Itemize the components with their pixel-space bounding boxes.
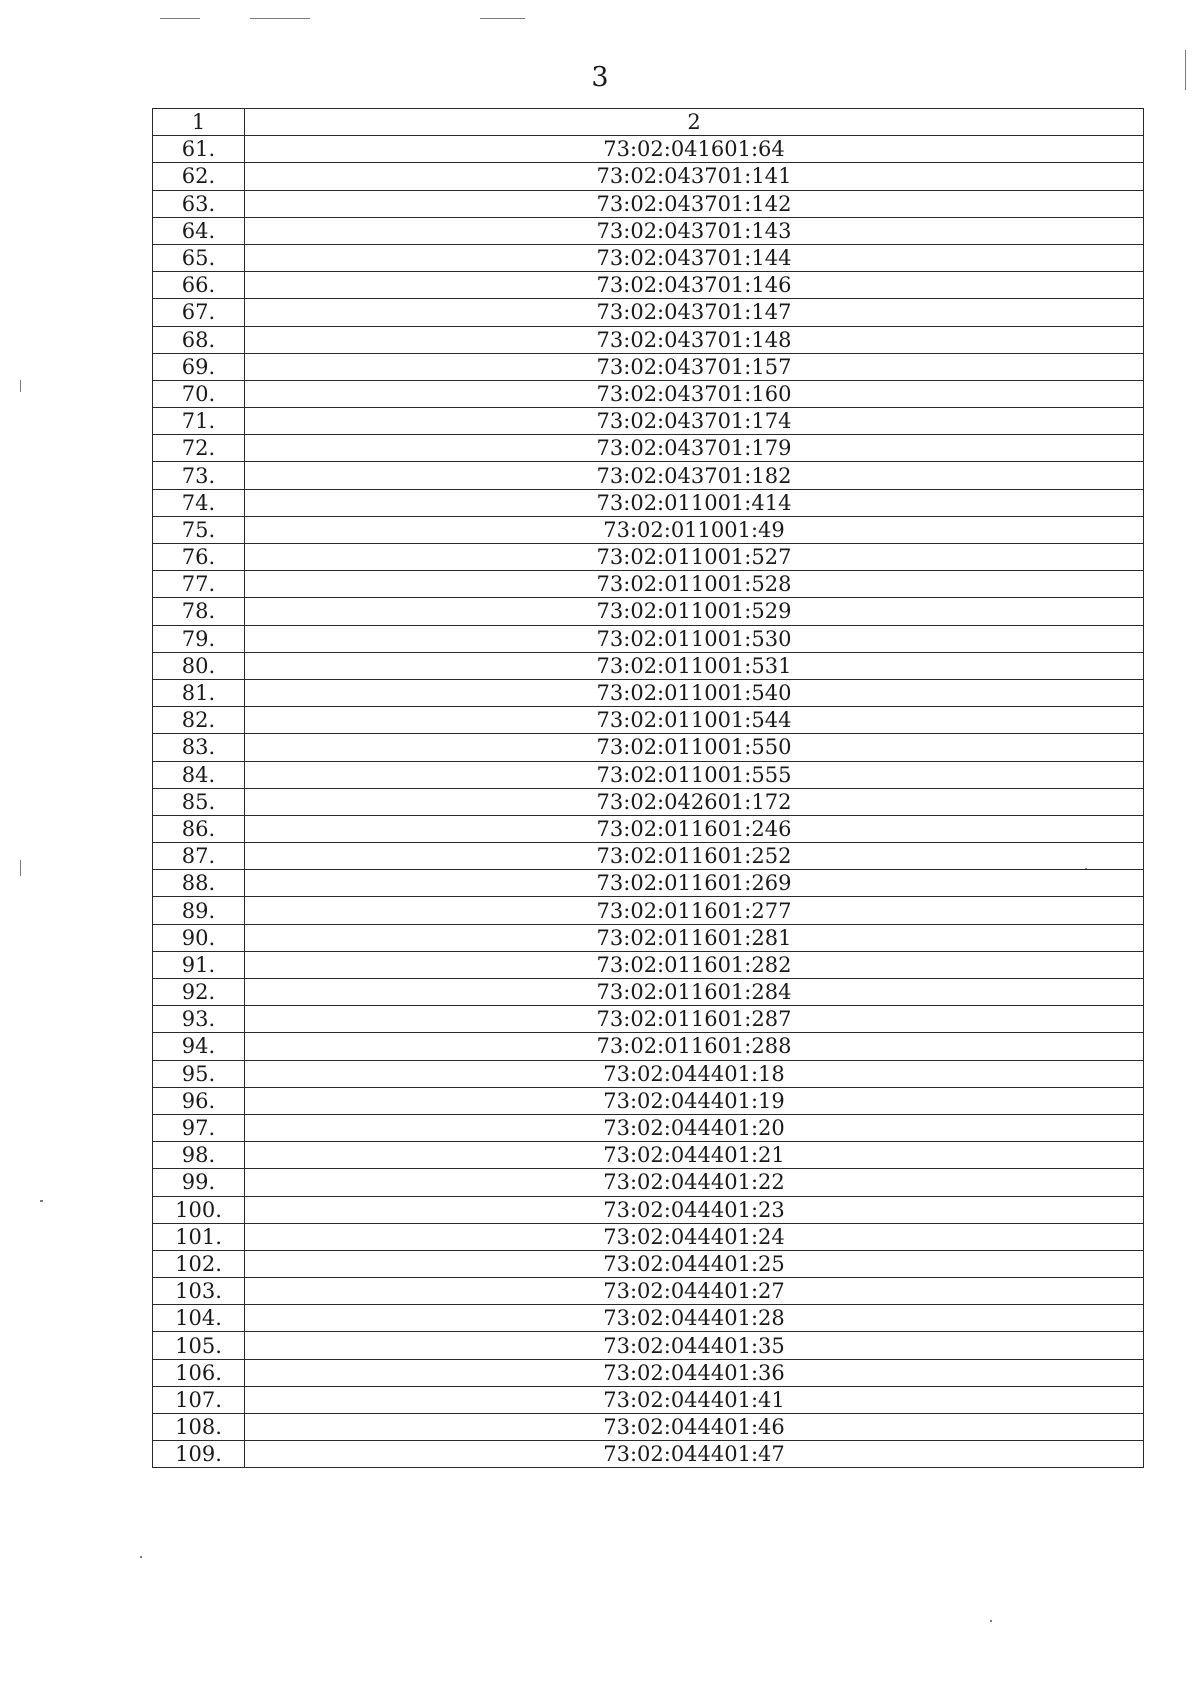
row-number-cell: 91. (153, 951, 245, 978)
cadastral-number-cell: 73:02:043701:148 (245, 326, 1144, 353)
table-row (153, 489, 1144, 516)
column-header-number: 1 (153, 109, 245, 136)
page-number: 3 (591, 62, 609, 93)
cadastral-number-cell: 73:02:043701:179 (245, 435, 1144, 462)
row-number-cell: 96. (153, 1087, 245, 1114)
cadastral-number-cell: 73:02:043701:147 (245, 299, 1144, 326)
table-row (153, 244, 1144, 271)
column-header-cadastral-number: 2 (245, 109, 1144, 136)
cadastral-number-cell: 73:02:043701:182 (245, 462, 1144, 489)
table-row (153, 707, 1144, 734)
row-number-cell: 75. (153, 516, 245, 543)
table-row (153, 408, 1144, 435)
row-number-cell: 67. (153, 299, 245, 326)
row-number-cell: 106. (153, 1359, 245, 1386)
table-row (153, 1250, 1144, 1277)
cadastral-number-cell: 73:02:011601:281 (245, 924, 1144, 951)
table-row (153, 843, 1144, 870)
scan-mark (20, 860, 21, 876)
table-row (153, 1060, 1144, 1087)
cadastral-number-cell: 73:02:044401:46 (245, 1414, 1144, 1441)
row-number-cell: 92. (153, 979, 245, 1006)
row-number-cell: 77. (153, 571, 245, 598)
cadastral-number-cell: 73:02:011601:288 (245, 1033, 1144, 1060)
table-row (153, 897, 1144, 924)
scan-mark (250, 18, 310, 19)
row-number-cell: 63. (153, 190, 245, 217)
row-number-cell: 105. (153, 1332, 245, 1359)
row-number-cell: 103. (153, 1278, 245, 1305)
cadastral-number-cell: 73:02:044401:21 (245, 1142, 1144, 1169)
scan-mark (20, 380, 21, 392)
cadastral-number-cell: 73:02:044401:23 (245, 1196, 1144, 1223)
cadastral-number-cell: 73:02:011001:530 (245, 625, 1144, 652)
cadastral-number-cell: 73:02:043701:174 (245, 408, 1144, 435)
row-number-cell: 98. (153, 1142, 245, 1169)
table-row (153, 1114, 1144, 1141)
table-row (153, 1414, 1144, 1441)
cadastral-number-cell: 73:02:011001:544 (245, 707, 1144, 734)
table-row (153, 190, 1144, 217)
row-number-cell: 83. (153, 734, 245, 761)
table-row (153, 788, 1144, 815)
table-row (153, 1142, 1144, 1169)
table-row (153, 625, 1144, 652)
table-row (153, 1305, 1144, 1332)
table-row (153, 272, 1144, 299)
cadastral-number-cell: 73:02:044401:28 (245, 1305, 1144, 1332)
cadastral-number-cell: 73:02:044401:25 (245, 1250, 1144, 1277)
row-number-cell: 64. (153, 217, 245, 244)
row-number-cell: 85. (153, 788, 245, 815)
table-row (153, 516, 1144, 543)
table-row (153, 380, 1144, 407)
cadastral-number-cell: 73:02:041601:64 (245, 136, 1144, 163)
table-body (153, 109, 1144, 1468)
cadastral-number-cell: 73:02:011601:246 (245, 815, 1144, 842)
row-number-cell: 107. (153, 1386, 245, 1413)
row-number-cell: 101. (153, 1223, 245, 1250)
table-row (153, 1332, 1144, 1359)
row-number-cell: 71. (153, 408, 245, 435)
cadastral-number-cell: 73:02:011601:282 (245, 951, 1144, 978)
row-number-cell: 74. (153, 489, 245, 516)
cadastral-number-cell: 73:02:043701:141 (245, 163, 1144, 190)
cadastral-number-cell: 73:02:011601:269 (245, 870, 1144, 897)
cadastral-number-cell: 73:02:011601:287 (245, 1006, 1144, 1033)
scan-mark (160, 18, 200, 19)
row-number-cell: 93. (153, 1006, 245, 1033)
cadastral-number-cell: 73:02:011001:414 (245, 489, 1144, 516)
table-row (153, 136, 1144, 163)
row-number-cell: 86. (153, 815, 245, 842)
row-number-cell: 70. (153, 380, 245, 407)
cadastral-number-cell: 73:02:011601:284 (245, 979, 1144, 1006)
table-row (153, 1441, 1144, 1468)
table-row (153, 544, 1144, 571)
table-row (153, 815, 1144, 842)
cadastral-number-cell: 73:02:042601:172 (245, 788, 1144, 815)
cadastral-number-cell: 73:02:011001:529 (245, 598, 1144, 625)
row-number-cell: 97. (153, 1114, 245, 1141)
row-number-cell: 61. (153, 136, 245, 163)
row-number-cell: 104. (153, 1305, 245, 1332)
row-number-cell: 80. (153, 652, 245, 679)
row-number-cell: 68. (153, 326, 245, 353)
row-number-cell: 84. (153, 761, 245, 788)
table-row (153, 1196, 1144, 1223)
cadastral-number-cell: 73:02:043701:143 (245, 217, 1144, 244)
table-row (153, 598, 1144, 625)
cadastral-number-cell: 73:02:043701:142 (245, 190, 1144, 217)
cadastral-number-cell: 73:02:011001:528 (245, 571, 1144, 598)
row-number-cell: 69. (153, 353, 245, 380)
scan-mark (40, 1200, 43, 1202)
table-row (153, 435, 1144, 462)
row-number-cell: 65. (153, 244, 245, 271)
cadastral-number-cell: 73:02:011001:531 (245, 652, 1144, 679)
row-number-cell: 90. (153, 924, 245, 951)
cadastral-number-cell: 73:02:044401:22 (245, 1169, 1144, 1196)
row-number-cell: 94. (153, 1033, 245, 1060)
table-row (153, 1223, 1144, 1250)
table-row (153, 1359, 1144, 1386)
table-row (153, 299, 1144, 326)
table-header-row (153, 109, 1144, 136)
table-row (153, 979, 1144, 1006)
table-row (153, 1278, 1144, 1305)
table-row (153, 1386, 1144, 1413)
cadastral-number-cell: 73:02:043701:144 (245, 244, 1144, 271)
table-row (153, 924, 1144, 951)
row-number-cell: 102. (153, 1250, 245, 1277)
cadastral-number-cell: 73:02:043701:157 (245, 353, 1144, 380)
row-number-cell: 89. (153, 897, 245, 924)
table-row (153, 652, 1144, 679)
table-row (153, 1087, 1144, 1114)
scan-mark (140, 1556, 142, 1558)
row-number-cell: 95. (153, 1060, 245, 1087)
table-row (153, 679, 1144, 706)
cadastral-number-cell: 73:02:011001:550 (245, 734, 1144, 761)
cadastral-number-cell: 73:02:044401:20 (245, 1114, 1144, 1141)
cadastral-number-cell: 73:02:011001:540 (245, 679, 1144, 706)
cadastral-number-table (152, 108, 1144, 1468)
table-row (153, 217, 1144, 244)
cadastral-number-cell: 73:02:044401:18 (245, 1060, 1144, 1087)
cadastral-number-cell: 73:02:011001:555 (245, 761, 1144, 788)
table-row (153, 734, 1144, 761)
table-row (153, 353, 1144, 380)
row-number-cell: 76. (153, 544, 245, 571)
row-number-cell: 82. (153, 707, 245, 734)
cadastral-number-cell: 73:02:043701:146 (245, 272, 1144, 299)
cadastral-number-cell: 73:02:011601:252 (245, 843, 1144, 870)
table-row (153, 571, 1144, 598)
row-number-cell: 62. (153, 163, 245, 190)
scan-mark (480, 18, 525, 19)
row-number-cell: 72. (153, 435, 245, 462)
table-row (153, 951, 1144, 978)
cadastral-number-cell: 73:02:044401:36 (245, 1359, 1144, 1386)
row-number-cell: 78. (153, 598, 245, 625)
table-row (153, 1006, 1144, 1033)
cadastral-number-cell: 73:02:011001:527 (245, 544, 1144, 571)
row-number-cell: 88. (153, 870, 245, 897)
row-number-cell: 81. (153, 679, 245, 706)
cadastral-number-cell: 73:02:044401:41 (245, 1386, 1144, 1413)
row-number-cell: 79. (153, 625, 245, 652)
row-number-cell: 100. (153, 1196, 245, 1223)
cadastral-number-cell: 73:02:011001:49 (245, 516, 1144, 543)
cadastral-number-cell: 73:02:044401:27 (245, 1278, 1144, 1305)
cadastral-number-cell: 73:02:044401:19 (245, 1087, 1144, 1114)
table-row (153, 163, 1144, 190)
cadastral-number-cell: 73:02:043701:160 (245, 380, 1144, 407)
table-row (153, 462, 1144, 489)
row-number-cell: 73. (153, 462, 245, 489)
table-row (153, 761, 1144, 788)
table-row (153, 326, 1144, 353)
cadastral-number-cell: 73:02:011601:277 (245, 897, 1144, 924)
row-number-cell: 99. (153, 1169, 245, 1196)
row-number-cell: 109. (153, 1441, 245, 1468)
cadastral-number-cell: 73:02:044401:24 (245, 1223, 1144, 1250)
row-number-cell: 87. (153, 843, 245, 870)
table-row (153, 870, 1144, 897)
cadastral-number-cell: 73:02:044401:47 (245, 1441, 1144, 1468)
scan-mark (990, 1620, 992, 1622)
table-row (153, 1169, 1144, 1196)
cadastral-number-cell: 73:02:044401:35 (245, 1332, 1144, 1359)
table-row (153, 1033, 1144, 1060)
row-number-cell: 66. (153, 272, 245, 299)
row-number-cell: 108. (153, 1414, 245, 1441)
